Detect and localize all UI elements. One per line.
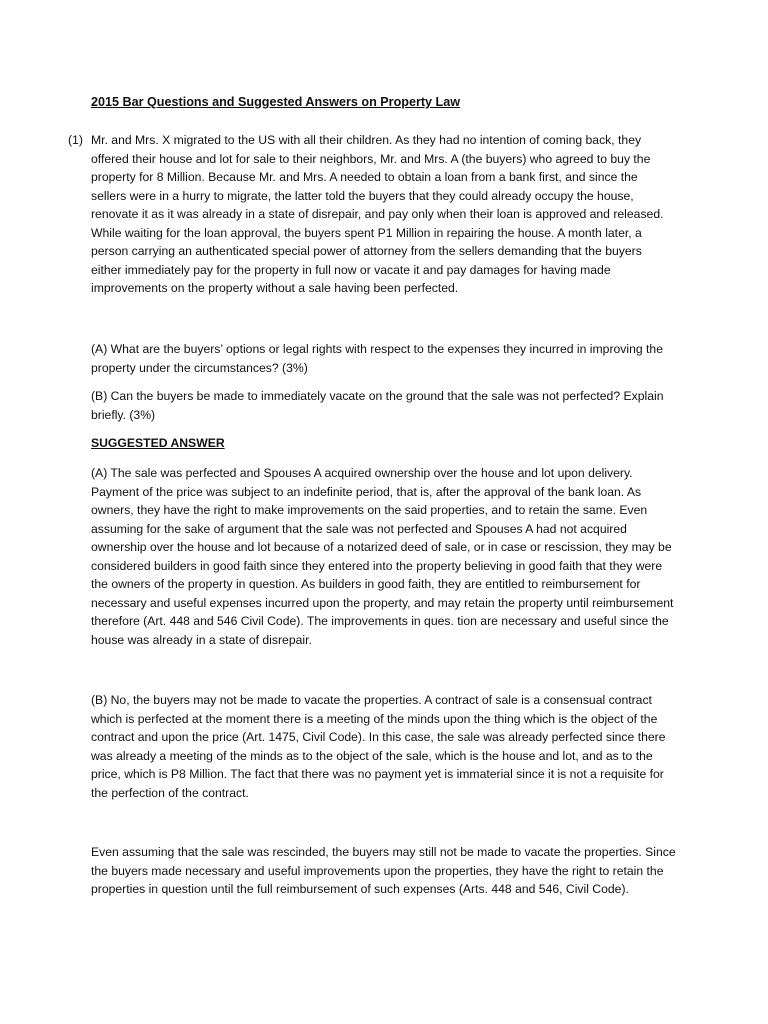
suggested-answer-heading: SUGGESTED ANSWER — [91, 436, 225, 450]
sub-question-a: (A) What are the buyers’ options or legal rights with respect to the expenses they incurred in improving the property under the circumstances? (3%) — [91, 342, 663, 375]
answer-a: (A) The sale was perfected and Spouses A acquired ownership over the house and lot upon delivery. Payment of the price was subject to an indefinite period, that is, after the approval of the bank loan. As owners, they have the right to make improvements on the said properties, and to retain the same. Even assuming for the sake of argument that the sale was not perfected and Spouses A had not acquired ownership over the house and lot because of a notarized deed of sale, or in case or rescission, they may be considered builders in good faith since they entered into the property believing in good faith that they were the owners of the property in question. As builders in good faith, they are entitled to reimbursement for necessary and useful expenses incurred upon the property, and may retain the property until reimbursement therefore (Art. 448 and 546 Civil Code). The improvements in ques. tion are necessary and useful since the house was already in a state of disrepair. — [91, 466, 674, 647]
document-title: 2015 Bar Questions and Suggested Answers on Property Law — [91, 95, 461, 109]
answer-b: (B) No, the buyers may not be made to vacate the properties. A contract of sale is a consensual contract which is perfected at the moment there is a meeting of the minds upon the thing which is the object of the contract and upon the price (Art. 1475, Civil Code). In this case, the sale was already perfected since there was already a meeting of the minds as to the object of the sale, which is the house and lot, and as to the price, which is P8 Million. The fact that there was no payment yet is immaterial since it is not a requisite for the perfection of the contract. — [91, 693, 666, 800]
question-text: Mr. and Mrs. X migrated to the US with all their children. As they had no intention of coming back, they offered their house and lot for sale to their neighbors, Mr. and Mrs. A (the buyers) who agreed to buy the property for 8 Million. Because Mr. and Mrs. A needed to obtain a loan from a bank first, and since the sellers were in a hurry to migrate, the latter told the buyers that they could already occupy the house, renovate it as it was already in a state of disrepair, and pay only when their loan is approved and released. While waiting for the loan approval, the buyers spent P1 Million in repairing the house. A month later, a person carrying an authenticated special power of attorney from the sellers demanding that the buyers either immediately pay for the property in full now or vacate it and pay damages for having made improvements on the property without a sale having been perfected. — [91, 133, 664, 295]
sub-question-b: (B) Can the buyers be made to immediately vacate on the ground that the sale was not perfected? Explain briefly. (3%) — [91, 389, 664, 422]
answer-rescission: Even assuming that the sale was rescinded, the buyers may still not be made to vacate the properties. Since the buyers made necessary and useful improvements upon the properties, they have the right to retain the properties in question until the full reimbursement of such expenses (Arts. 448 and 546, Civil Code). — [91, 845, 676, 896]
question-number: (1) — [68, 133, 83, 147]
